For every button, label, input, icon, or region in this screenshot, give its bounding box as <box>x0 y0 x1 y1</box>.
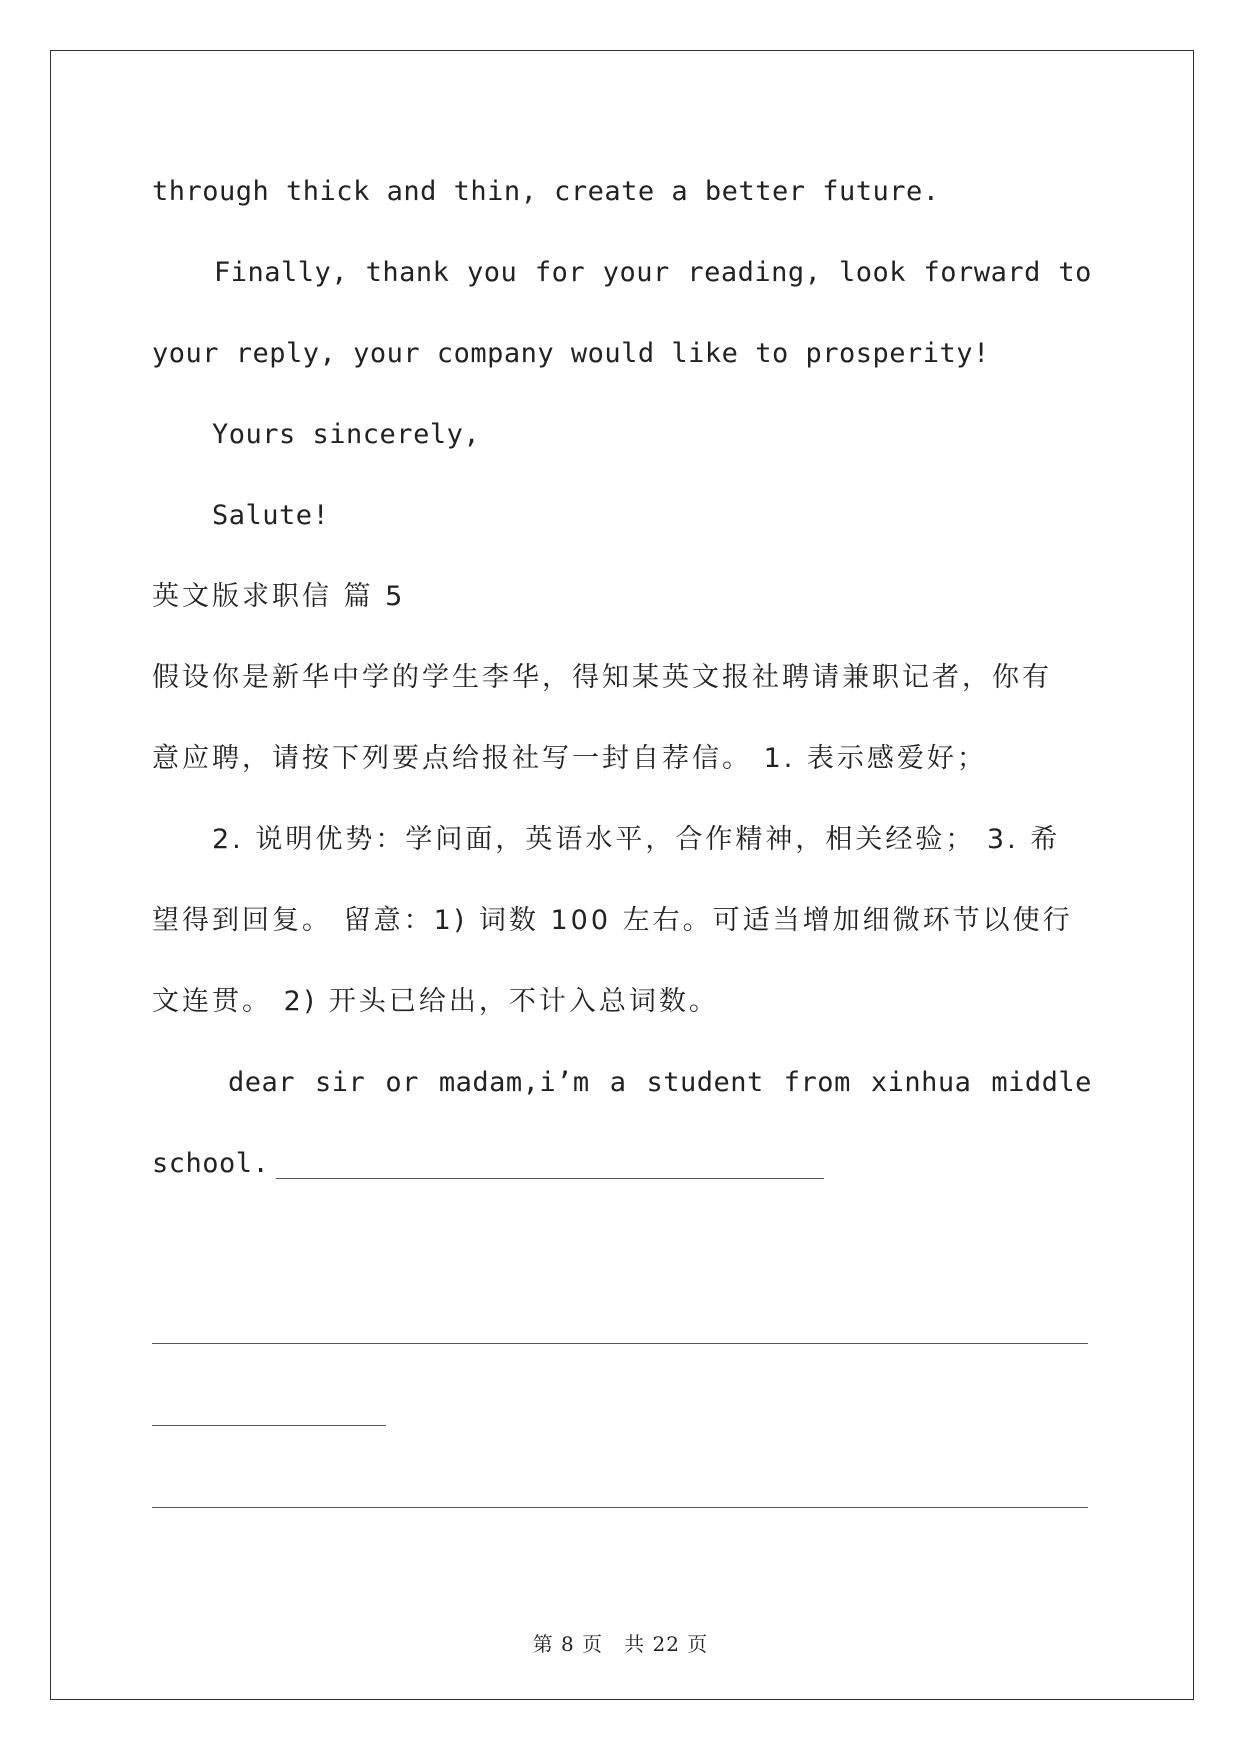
word: a <box>609 1067 627 1098</box>
word: for <box>534 257 586 288</box>
prompt-line-4: 望得到回复。 留意：1) 词数 100 左右。可适当增加细微环节以使行 <box>152 905 1073 936</box>
word: middle <box>991 1067 1092 1098</box>
word: from <box>783 1067 851 1098</box>
word: forward <box>923 257 1041 288</box>
word: sir <box>315 1067 366 1098</box>
page-number: 第 8 页 共 22 页 <box>532 1632 709 1656</box>
word: madam,i’m <box>438 1067 590 1098</box>
letter-line-1: through thick and thin, create a better future. <box>152 176 940 207</box>
word: reading, <box>687 257 822 288</box>
answer-blank-line-4 <box>152 1507 1088 1508</box>
opening-line-1 <box>228 1065 1092 1101</box>
page-frame <box>50 50 1194 1700</box>
answer-blank-line-2 <box>152 1343 1088 1344</box>
word: to <box>1058 257 1092 288</box>
closing-paragraph-line-2: your reply, your company would like to prosperity! <box>152 338 990 369</box>
salute: Salute! <box>212 500 330 531</box>
word: xinhua <box>870 1067 972 1098</box>
word: Finally, <box>214 257 349 288</box>
word: or <box>385 1067 419 1098</box>
answer-blank-line-3 <box>152 1425 386 1426</box>
answer-blank-line-1 <box>276 1178 824 1179</box>
word: dear <box>228 1067 296 1098</box>
section-heading: 英文版求职信 篇 5 <box>152 581 406 612</box>
sign-off: Yours sincerely, <box>212 419 481 450</box>
word: thank <box>365 257 450 288</box>
closing-paragraph-line-1 <box>214 255 1092 291</box>
prompt-line-1: 假设你是新华中学的学生李华，得知某英文报社聘请兼职记者，你有 <box>152 662 1052 693</box>
prompt-line-5: 文连贯。 2) 开头已给出，不计入总词数。 <box>152 986 719 1017</box>
word: student <box>646 1067 764 1098</box>
prompt-line-2: 意应聘，请按下列要点给报社写一封自荐信。 1. 表示感爱好； <box>152 743 987 774</box>
word: look <box>838 257 906 288</box>
word: you <box>466 257 518 288</box>
prompt-line-3: 2. 说明优势：学问面，英语水平，合作精神，相关经验； 3. 希 <box>212 824 1061 855</box>
opening-line-2: school. <box>152 1148 270 1179</box>
word: your <box>602 257 670 288</box>
